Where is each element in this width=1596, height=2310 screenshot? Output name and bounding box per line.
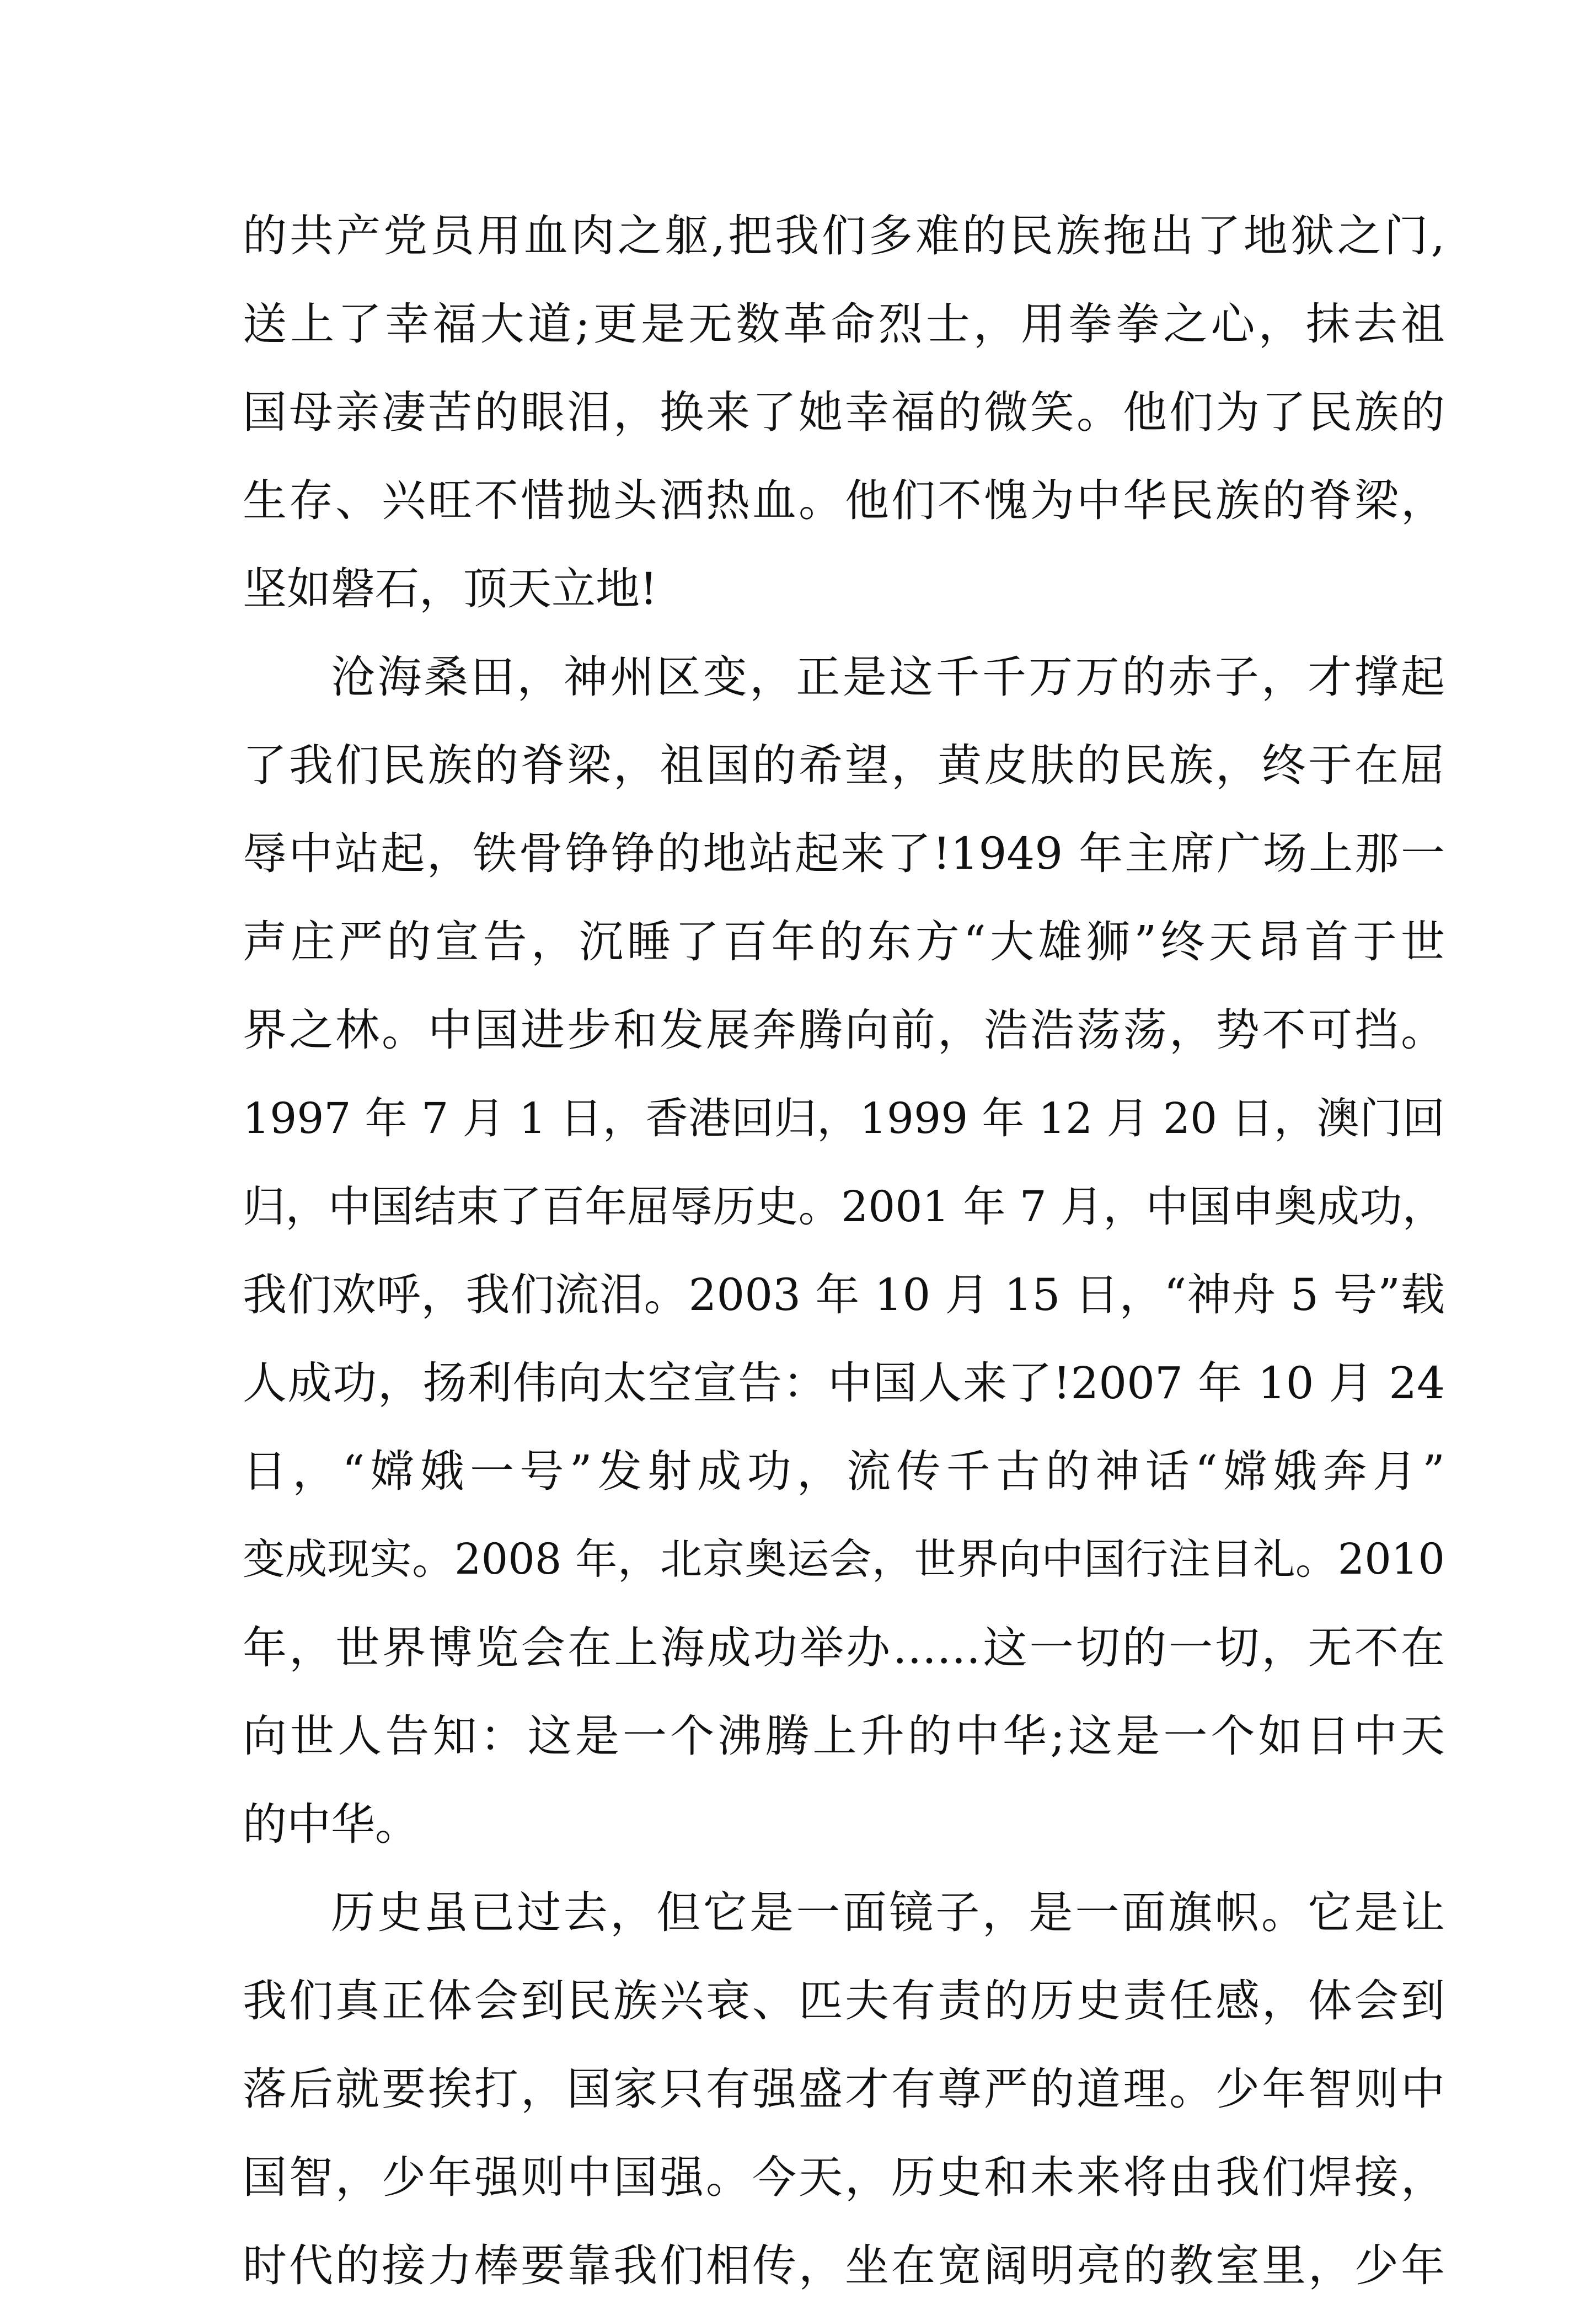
text-line: 了我们民族的脊梁，祖国的希望，黄皮肤的民族，终于在屈 xyxy=(243,740,1445,791)
text-line: 人成功，扬利伟向太空宣告：中国人来了!2007 年 10 月 24 xyxy=(243,1357,1445,1409)
text-line: 日，“嫦娥一号”发射成功，流传千古的神话“嫦娥奔月” xyxy=(243,1446,1445,1497)
text-line: 1997 年 7 月 1 日，香港回归，1999 年 12 月 20 日，澳门回 xyxy=(243,1094,1445,1143)
text-line: 时代的接力棒要靠我们相传，坐在宽阔明亮的教室里，少年 xyxy=(243,2240,1445,2291)
text-line: 坚如磐石，顶天立地! xyxy=(243,563,658,614)
text-line: 沧海桑田，神州区变，正是这千千万万的赤子，才撑起 xyxy=(331,651,1445,703)
text-line: 归，中国结束了百年屈辱历史。2001 年 7 月，中国申奥成功， xyxy=(243,1182,1445,1232)
text-line: 国智，少年强则中国强。今天，历史和未来将由我们焊接， xyxy=(243,2152,1445,2203)
text-line: 我们欢呼，我们流泪。2003 年 10 月 15 日，“神舟 5 号”载 xyxy=(243,1269,1445,1320)
text-line: 界之林。中国进步和发展奔腾向前，浩浩荡荡，势不可挡。 xyxy=(243,1004,1445,1056)
text-line: 历史虽已过去，但它是一面镜子，是一面旗帜。它是让 xyxy=(331,1887,1445,1938)
text-line: 的中华。 xyxy=(243,1799,419,1850)
text-line: 向世人告知：这是一个沸腾上升的中华;这是一个如日中天 xyxy=(243,1710,1445,1762)
text-line: 送上了幸福大道;更是无数革命烈士，用拳拳之心，抹去祖 xyxy=(243,298,1445,350)
text-line: 国母亲凄苦的眼泪，换来了她幸福的微笑。他们为了民族的 xyxy=(243,387,1445,438)
text-line: 落后就要挨打，国家只有强盛才有尊严的道理。少年智则中 xyxy=(243,2063,1445,2115)
text-line: 年，世界博览会在上海成功举办……这一切的一切，无不在 xyxy=(243,1622,1445,1673)
body-text xyxy=(243,192,1445,2310)
text-line: 变成现实。2008 年，北京奥运会，世界向中国行注目礼。2010 xyxy=(243,1535,1445,1584)
text-line: 生存、兴旺不惜抛头洒热血。他们不愧为中华民族的脊梁， xyxy=(243,475,1445,526)
text-line: 我们真正体会到民族兴衰、匹夫有责的历史责任感，体会到 xyxy=(243,1975,1445,2026)
text-line: 的共产党员用血肉之躯,把我们多难的民族拖出了地狱之门, xyxy=(243,210,1445,261)
text-line: 声庄严的宣告，沉睡了百年的东方“大雄狮”终天昂首于世 xyxy=(243,916,1445,967)
text-line: 辱中站起，铁骨铮铮的地站起来了!1949 年主席广场上那一 xyxy=(243,828,1445,879)
